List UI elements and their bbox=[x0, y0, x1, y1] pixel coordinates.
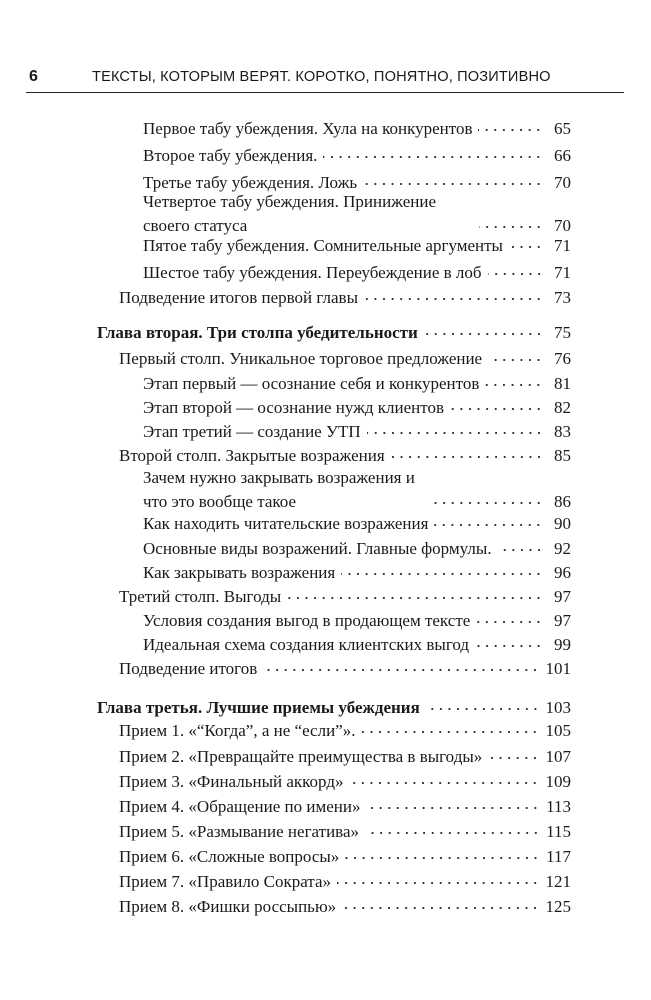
dot-leader bbox=[450, 404, 543, 414]
dot-leader bbox=[349, 778, 539, 788]
dot-leader bbox=[337, 878, 540, 888]
dot-leader bbox=[429, 498, 543, 508]
toc-entry-page: 83 bbox=[554, 422, 571, 441]
toc-entry-title: Идеальная схема создания клиентских выгод bbox=[143, 635, 470, 654]
toc-entry bbox=[119, 795, 571, 819]
toc-entry bbox=[119, 745, 571, 769]
dot-leader bbox=[365, 828, 540, 838]
toc-entry-title: Подведение итогов bbox=[119, 659, 258, 678]
toc-entry-page: 82 bbox=[554, 398, 571, 417]
toc-entry-page: 66 bbox=[554, 146, 571, 165]
toc-entry-title: Первое табу убеждения. Хула на конкурентов bbox=[143, 119, 473, 138]
dot-leader bbox=[479, 222, 543, 232]
toc-entry-page: 103 bbox=[545, 698, 571, 717]
dot-leader bbox=[498, 545, 543, 555]
toc-entry-title: Этап второй — осознание нужд клиентов bbox=[143, 398, 444, 417]
toc-entry bbox=[119, 444, 571, 468]
toc-entry-title: Прием 3. «Финальный аккорд» bbox=[119, 772, 344, 791]
toc-entry bbox=[119, 820, 571, 844]
dot-leader bbox=[364, 294, 543, 304]
toc-entry-page: 75 bbox=[554, 323, 571, 342]
toc-entry-title: Третий столп. Выгоды bbox=[119, 587, 282, 606]
toc-entry bbox=[119, 870, 571, 894]
dot-leader bbox=[341, 569, 543, 579]
toc-entry-page: 125 bbox=[545, 897, 571, 916]
toc-entry-title: Этап первый — осознание себя и конкурентов bbox=[143, 374, 480, 393]
toc-entry-title: Условия создания выгод в продающем тексте bbox=[143, 611, 471, 630]
toc-entry bbox=[143, 117, 571, 141]
toc-entry bbox=[119, 286, 571, 310]
dot-leader bbox=[345, 853, 540, 863]
toc-entry-title: Основные виды возражений. Главные формулы. bbox=[143, 539, 492, 558]
toc-entry-title: Глава третья. Лучшие приемы убеждения bbox=[97, 698, 420, 717]
toc-entry bbox=[119, 657, 571, 681]
toc-entry bbox=[143, 234, 571, 258]
toc-entry-page: 85 bbox=[554, 446, 571, 465]
toc-entry-title: Прием 6. «Сложные вопросы» bbox=[119, 847, 340, 866]
toc-entry bbox=[143, 466, 571, 514]
toc-entry bbox=[143, 609, 571, 633]
toc-entry-title: Второе табу убеждения. bbox=[143, 146, 318, 165]
toc-entry-page: 92 bbox=[554, 539, 571, 558]
dot-leader bbox=[363, 179, 543, 189]
toc-entry-title: Этап третий — создание УТП bbox=[143, 422, 361, 441]
toc-entry-page: 113 bbox=[546, 797, 571, 816]
dot-leader bbox=[424, 329, 543, 339]
toc-entry bbox=[119, 719, 571, 743]
toc-entry-title: Как находить читательские возражения bbox=[143, 514, 429, 533]
toc-entry-page: 71 bbox=[554, 263, 571, 282]
dot-leader bbox=[478, 125, 543, 135]
toc-entry-page: 90 bbox=[554, 514, 571, 533]
dot-leader bbox=[509, 242, 543, 252]
toc-entry-title: Прием 5. «Размывание негатива» bbox=[119, 822, 360, 841]
dot-leader bbox=[391, 452, 543, 462]
toc-entry bbox=[119, 770, 571, 794]
toc-entry-page: 70 bbox=[554, 173, 571, 192]
toc-entry-page: 73 bbox=[554, 288, 571, 307]
toc-entry-page: 97 bbox=[554, 587, 571, 606]
toc-chapter-entry bbox=[97, 321, 571, 345]
dot-leader bbox=[426, 704, 540, 714]
toc-entry-title: Подведение итогов первой главы bbox=[119, 288, 358, 307]
toc-entry-title: Как закрывать возражения bbox=[143, 563, 336, 582]
toc-entry-title: Прием 8. «Фишки россыпью» bbox=[119, 897, 337, 916]
toc-entry-page: 76 bbox=[554, 349, 571, 368]
toc-entry-title: Прием 4. «Обращение по имени» bbox=[119, 797, 361, 816]
dot-leader bbox=[287, 593, 543, 603]
toc-entry bbox=[143, 190, 571, 238]
toc-entry-page: 86 bbox=[554, 492, 571, 511]
toc-entry-title: Зачем нужно закрывать возражения и что это вообще такое bbox=[143, 468, 415, 511]
toc-entry-page: 97 bbox=[554, 611, 571, 630]
toc-entry-title: Четвертое табу убеждения. Принижение своего статуса bbox=[143, 192, 436, 235]
toc-entry-title: Прием 1. «“Когда”, а не “если”». bbox=[119, 721, 356, 740]
toc-entry-page: 121 bbox=[545, 872, 571, 891]
toc-entry bbox=[119, 347, 571, 371]
toc-entry-page: 70 bbox=[554, 216, 571, 235]
toc-entry-page: 105 bbox=[545, 721, 571, 740]
dot-leader bbox=[342, 903, 539, 913]
toc-entry bbox=[143, 633, 571, 657]
dot-leader bbox=[476, 617, 543, 627]
toc-entry bbox=[143, 396, 571, 420]
dot-leader bbox=[488, 753, 539, 763]
toc-entry-page: 109 bbox=[545, 772, 571, 791]
toc-entry-page: 71 bbox=[554, 236, 571, 255]
toc-entry-title: Пятое табу убеждения. Сомнительные аргументы bbox=[143, 236, 503, 255]
toc-entry-title: Прием 7. «Правило Сократа» bbox=[119, 872, 331, 891]
dot-leader bbox=[361, 727, 539, 737]
toc-entry bbox=[143, 420, 571, 444]
toc-entry-page: 107 bbox=[545, 747, 571, 766]
dot-leader bbox=[475, 641, 543, 651]
dot-leader bbox=[367, 428, 543, 438]
toc-entry-page: 101 bbox=[545, 659, 571, 678]
dot-leader bbox=[488, 355, 543, 365]
toc-entry bbox=[119, 895, 571, 919]
dot-leader bbox=[488, 269, 543, 279]
toc-chapter-entry bbox=[97, 696, 571, 720]
toc-entry bbox=[143, 372, 571, 396]
toc-entry-title: Прием 2. «Превращайте преимущества в выгоды» bbox=[119, 747, 483, 766]
toc-entry-title: Шестое табу убеждения. Переубеждение в лоб bbox=[143, 263, 482, 282]
toc-entry-page: 81 bbox=[554, 374, 571, 393]
dot-leader bbox=[485, 380, 543, 390]
toc-entry bbox=[143, 537, 571, 561]
toc-entry-title: Глава вторая. Три столпа убедительности bbox=[97, 323, 418, 342]
toc-entry bbox=[119, 585, 571, 609]
toc-entry bbox=[143, 144, 571, 168]
page-number: 6 bbox=[29, 68, 38, 85]
toc-entry-page: 117 bbox=[546, 847, 571, 866]
toc-entry bbox=[143, 512, 571, 536]
toc-entry-title: Третье табу убеждения. Ложь bbox=[143, 173, 358, 192]
toc-entry bbox=[143, 261, 571, 285]
dot-leader bbox=[323, 152, 543, 162]
toc-entry-page: 99 bbox=[554, 635, 571, 654]
toc-entry-title: Первый столп. Уникальное торговое предложение bbox=[119, 349, 483, 368]
dot-leader bbox=[366, 803, 540, 813]
toc-entry-page: 96 bbox=[554, 563, 571, 582]
toc-entry-page: 115 bbox=[546, 822, 571, 841]
dot-leader bbox=[434, 520, 543, 530]
toc-entry bbox=[143, 561, 571, 585]
toc-entry-title: Второй столп. Закрытые возражения bbox=[119, 446, 385, 465]
toc-entry-page: 65 bbox=[554, 119, 571, 138]
dot-leader bbox=[263, 665, 539, 675]
running-title: ТЕКСТЫ, КОТОРЫМ ВЕРЯТ. КОРОТКО, ПОНЯТНО, ПОЗИТИВНО bbox=[92, 69, 551, 85]
toc-entry bbox=[119, 845, 571, 869]
